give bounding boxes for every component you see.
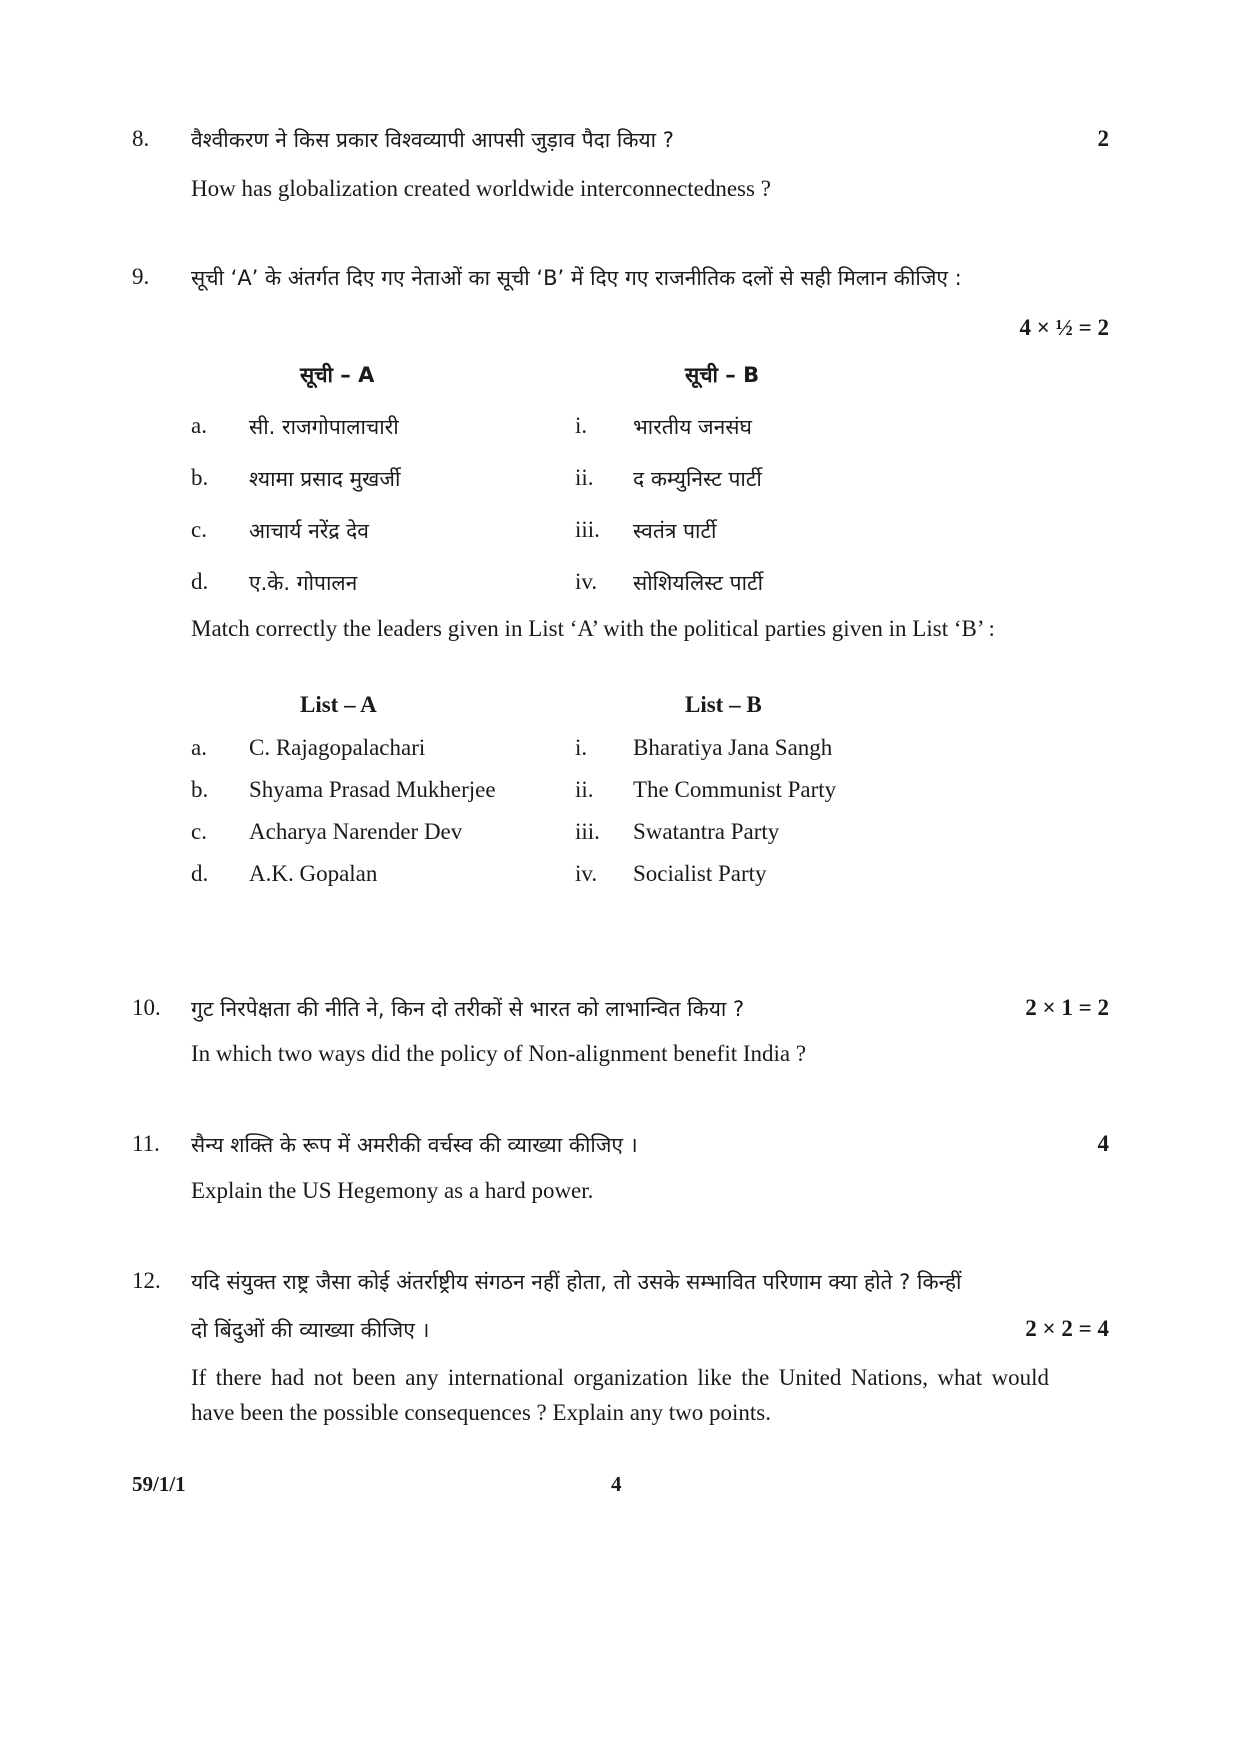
q9-number: 9. (132, 264, 150, 289)
paper-code: 59/1/1 (132, 1472, 186, 1496)
list-b-item: स्वतंत्र पार्टी (633, 519, 717, 543)
list-letter: d. (191, 861, 209, 886)
q11-hindi-text: सैन्य शक्ति के रूप में अमरीकी वर्चस्व की व्याख्या कीजिए । (191, 1133, 638, 1157)
hindi-list-a-heading: सूची – A (300, 363, 375, 387)
list-letter: a. (191, 413, 207, 438)
q12-english-text: If there had not been any international organization like the United Nations, what would have been the possible consequences ? Explain any two points. (191, 1365, 1049, 1425)
list-roman: iv. (575, 861, 598, 886)
q8-marks: 2 (1097, 126, 1109, 151)
q12-hindi-line-2: दो बिंदुओं की व्याख्या कीजिए । (191, 1318, 430, 1342)
list-a-item: ए.के. गोपालन (249, 571, 358, 595)
list-letter: a. (191, 735, 207, 760)
list-b-item: द कम्युनिस्ट पार्टी (633, 467, 762, 491)
english-list-a-heading: List – A (300, 692, 377, 717)
page-number: 4 (611, 1472, 622, 1496)
q10-hindi-text: गुट निरपेक्षता की नीति ने, किन दो तरीकों से भारत को लाभान्वित किया ? (191, 997, 745, 1021)
list-letter: c. (191, 819, 207, 844)
list-a-item: सी. राजगोपालाचारी (249, 415, 399, 439)
list-a-item: Acharya Narender Dev (249, 819, 463, 844)
q11-marks: 4 (1097, 1131, 1109, 1156)
list-b-item: The Communist Party (633, 777, 837, 802)
list-a-item: C. Rajagopalachari (249, 735, 426, 760)
list-roman: i. (575, 735, 588, 760)
list-roman: iii. (575, 819, 600, 844)
list-b-item: Bharatiya Jana Sangh (633, 735, 833, 760)
list-b-item: भारतीय जनसंघ (633, 415, 752, 439)
q8-hindi-text: वैश्वीकरण ने किस प्रकार विश्वव्यापी आपसी जुड़ाव पैदा किया ? (191, 128, 674, 152)
english-list-b-heading: List – B (685, 692, 762, 717)
q10-english-text: In which two ways did the policy of Non-alignment benefit India ? (191, 1041, 807, 1066)
q12-hindi-line-1: यदि संयुक्त राष्ट्र जैसा कोई अंतर्राष्ट्रीय संगठन नहीं होता, तो उसके सम्भावित परिणाम क्या होते ? किन्हीं (191, 1270, 962, 1294)
list-a-item: Shyama Prasad Mukherjee (249, 777, 496, 802)
q9-marks: 4 × ½ = 2 (1019, 315, 1109, 340)
list-letter: b. (191, 465, 209, 490)
q10-marks: 2 × 1 = 2 (1025, 995, 1109, 1020)
list-a-item: A.K. Gopalan (249, 861, 378, 886)
list-b-item: सोशियलिस्ट पार्टी (633, 571, 764, 595)
list-b-item: Swatantra Party (633, 819, 780, 844)
list-a-item: आचार्य नरेंद्र देव (249, 519, 369, 543)
q12-number: 12. (132, 1268, 161, 1293)
q11-english-text: Explain the US Hegemony as a hard power. (191, 1178, 594, 1203)
list-letter: b. (191, 777, 209, 802)
q8-english-text: How has globalization created worldwide interconnectedness ? (191, 176, 771, 201)
list-roman: iii. (575, 517, 600, 542)
list-roman: i. (575, 413, 588, 438)
list-roman: ii. (575, 777, 594, 802)
q11-number: 11. (132, 1131, 160, 1156)
q8-number: 8. (132, 126, 150, 151)
hindi-list-b-heading: सूची – B (685, 363, 760, 387)
list-a-item: श्यामा प्रसाद मुखर्जी (249, 467, 401, 491)
list-roman: iv. (575, 569, 598, 594)
list-letter: d. (191, 569, 209, 594)
q9-english-text: Match correctly the leaders given in List ‘A’ with the political parties given in List ‘B’ : (191, 616, 995, 641)
list-roman: ii. (575, 465, 594, 490)
q9-hindi-text: सूची ‘A’ के अंतर्गत दिए गए नेताओं का सूची ‘B’ में दिए गए राजनीतिक दलों से सही मिलान कीजिए : (191, 266, 962, 290)
list-b-item: Socialist Party (633, 861, 767, 886)
q10-number: 10. (132, 995, 161, 1020)
q12-marks: 2 × 2 = 4 (1025, 1316, 1109, 1341)
list-letter: c. (191, 517, 207, 542)
